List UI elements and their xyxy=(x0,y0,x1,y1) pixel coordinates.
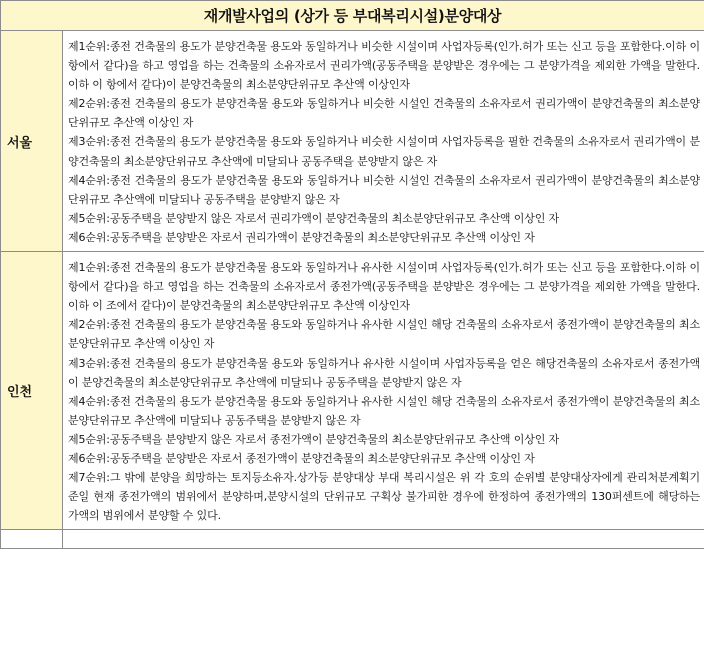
priority-item: 제7순위:그 밖에 분양을 희망하는 토지등소유자.상가등 분양대상 부대 복리시설은 위 각 호의 순위별 분양대상자에게 관리처분계획기준일 현재 종전가액의 범위에서 분양하며,분양시설의 단위규모 구획상 불가피한 경우에 한정하여 종전가액의 130퍼센트에 해당하는 가액의 범위에서 분양할 수 있다. xyxy=(68,471,700,523)
region-label-incheon[interactable]: 인천 xyxy=(1,252,63,530)
priority-item: 제1순위:종전 건축물의 용도가 분양건축물 용도와 동일하거나 유사한 시설이며 사업자등록(인가.허가 또는 신고 등을 포함한다.이하 이 항에서 같다)을 하고 영업을 하는 건축물의 소유자로서 종전가액(공동주택을 분양받은 경우에는 그 분양가격을 제외한 가액을 말한다.이하 이 조에서 같다)이 분양건축물의 최소분양단위규모 추산액 이상인자 xyxy=(68,261,700,313)
priority-item: 제5순위:공동주택을 분양받지 않은 자로서 종전가액이 분양건축물의 최소분양단위규모 추산액 이상인 자 xyxy=(68,432,559,446)
priority-item: 제6순위:공동주택을 분양받은 자로서 권리가액이 분양건축물의 최소분양단위규모 추산액 이상인 자 xyxy=(68,230,535,244)
priority-item: 제3순위:종전 건축물의 용도가 분양건축물 용도와 동일하거나 유사한 시설이며 사업자등록을 얻은 해당건축물의 소유자로서 종전가액이 분양건축물의 최소분양단위규모 추산액에 미달되나 공동주택을 분양받지 않은 자 xyxy=(68,356,700,389)
priority-item: 제6순위:공동주택을 분양받은 자로서 종전가액이 분양건축물의 최소분양단위규모 추산액 이상인 자 xyxy=(68,451,535,465)
priority-item: 제2순위:종전 건축물의 용도가 분양건축물 용도와 동일하거나 유사한 시설인 해당 건축물의 소유자로서 종전가액이 분양건축물의 최소분양단위규모 추산액 이상인 자 xyxy=(68,318,700,351)
priority-item: 제4순위:종전 건축물의 용도가 분양건축물 용도와 동일하거나 비슷한 시설인 건축물의 소유자로서 권리가액이 분양건축물의 최소분양단위규모 추산액에 미달되나 공동주택을 분양받지 않은 자 xyxy=(68,173,700,206)
priority-item: 제4순위:종전 건축물의 용도가 분양건축물 용도와 동일하거나 유사한 시설인 해당 건축물의 소유자로서 종전가액이 분양건축물의 최소분양단위규모 추산액에 미달되나 공동주택을 분양받지 않은 자 xyxy=(68,394,700,427)
title-row xyxy=(1,1,704,31)
priority-item: 제5순위:공동주택을 분양받지 않은 자로서 권리가액이 분양건축물의 최소분양단위규모 추산액 이상인 자 xyxy=(68,211,559,225)
priority-item: 제2순위:종전 건축물의 용도가 분양건축물 용도와 동일하거나 비슷한 시설인 건축물의 소유자로서 권리가액이 분양건축물의 최소분양단위규모 추산액 이상인 자 xyxy=(68,97,700,130)
priority-item: 제3순위:종전 건축물의 용도가 분양건축물 용도와 동일하거나 비슷한 시설이며 사업자등록을 필한 건축물의 소유자로서 권리가액이 분양건축물의 최소분양단위규모 추산액에 미달되나 공동주택을 분양받지 않은 자 xyxy=(68,135,700,168)
region-content-seoul[interactable] xyxy=(63,31,704,252)
region-content-incheon[interactable] xyxy=(63,252,704,530)
table-title[interactable]: 재개발사업의 (상가 등 부대복리시설)분양대상 xyxy=(1,1,704,31)
empty-cell[interactable] xyxy=(1,530,63,549)
region-row-seoul xyxy=(1,31,704,252)
region-row-incheon xyxy=(1,252,704,530)
empty-row xyxy=(1,530,704,549)
region-label-seoul[interactable]: 서울 xyxy=(1,31,63,252)
empty-cell[interactable] xyxy=(63,530,704,549)
priority-item: 제1순위:종전 건축물의 용도가 분양건축물 용도와 동일하거나 비슷한 시설이며 사업자등록(인가.허가 또는 신고 등을 포함한다.이하 이 항에서 같다)을 하고 영업을 하는 건축물의 소유자로서 권리가액(공동주택을 분양받은 경우에는 그 분양가격을 제외한 가액을 말한다.이하 이 항에서 같다)이 분양건축물의 최소분양단위규모 추산액 이상인자 xyxy=(68,40,700,92)
